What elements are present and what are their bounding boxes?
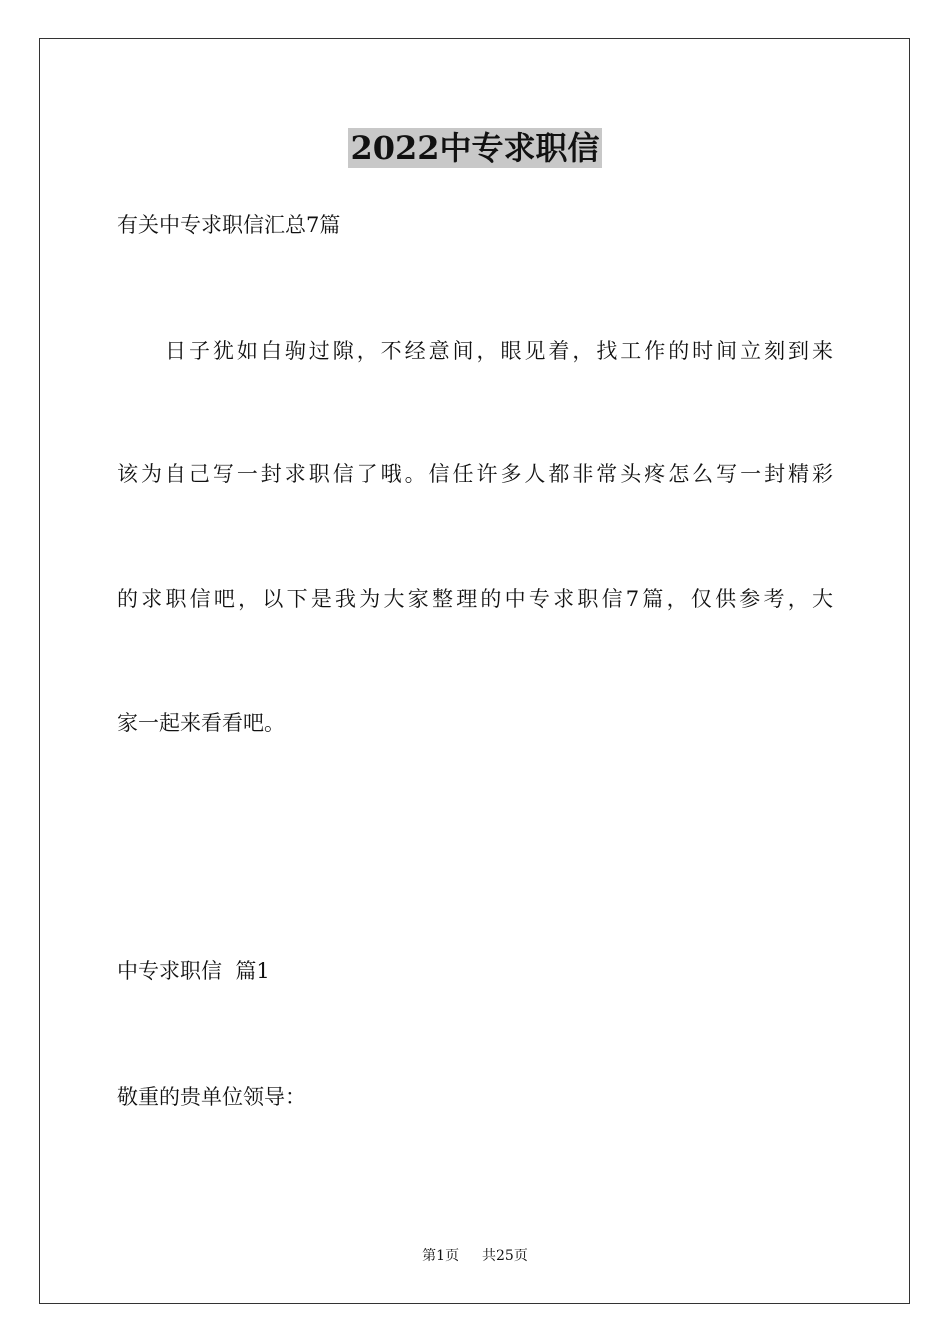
page-footer (0, 1247, 950, 1265)
title-wrap (0, 128, 950, 168)
intro-line-1: 日子犹如白驹过隙，不经意间，眼见着，找工作的时间立刻到来 (165, 339, 833, 363)
page-number-total: 共25页 (482, 1248, 528, 1264)
document-title: 2022中专求职信 (350, 129, 600, 167)
intro-line-3: 的求职信吧，以下是我为大家整理的中专求职信7篇，仅供参考，大 (117, 587, 833, 611)
intro-line-2: 该为自己写一封求职信了哦。信任许多人都非常头疼怎么写一封精彩 (117, 462, 833, 486)
section-heading: 中专求职信 篇1 (117, 959, 270, 983)
intro-line-4: 家一起来看看吧。 (117, 711, 285, 735)
document-subtitle: 有关中专求职信汇总7篇 (117, 213, 341, 237)
salutation: 敬重的贵单位领导： (117, 1085, 306, 1109)
page-number-current: 第1页 (422, 1248, 460, 1264)
